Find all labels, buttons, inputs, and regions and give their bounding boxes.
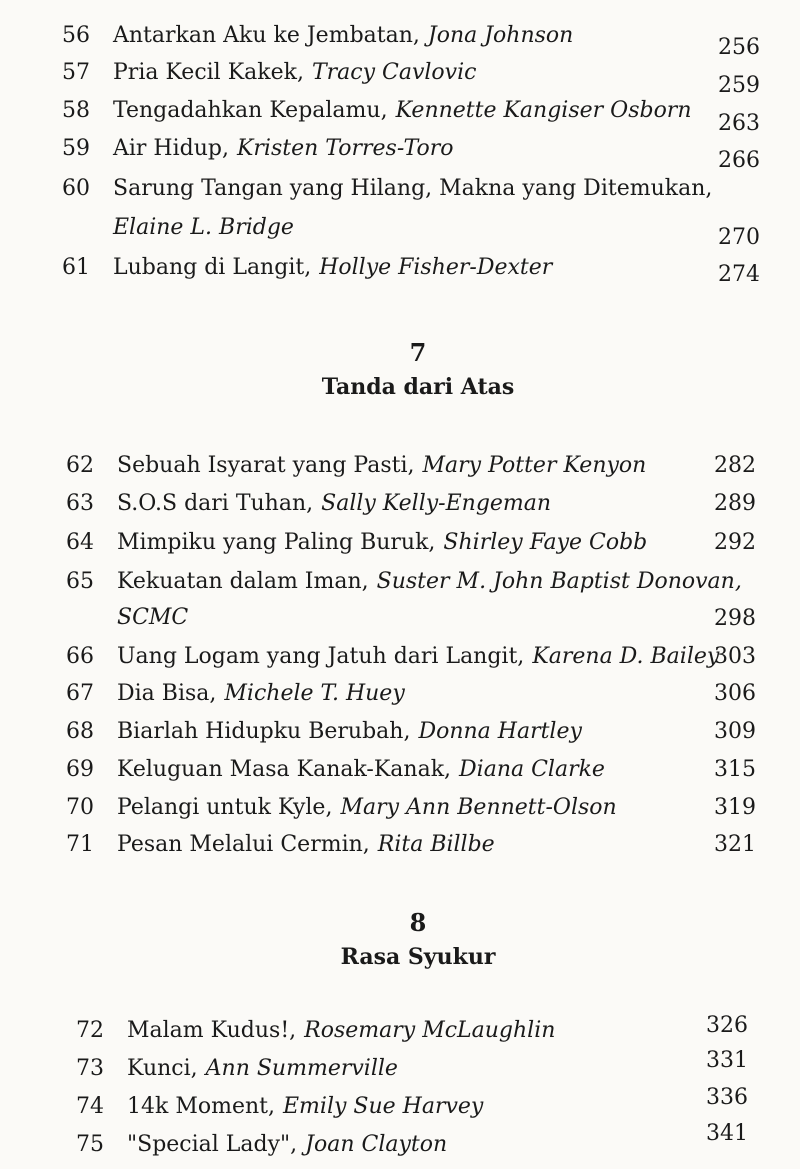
entry-author: Tracy Cavlovic [311,60,477,85]
entry-number: 57 [62,60,90,85]
entry-number: 74 [76,1094,104,1119]
entry-title [127,1017,555,1045]
entry-title [117,452,646,480]
entry-number: 68 [66,719,94,744]
entry-number: 67 [66,681,94,706]
entry-title [117,794,617,822]
entry-title [117,568,742,596]
entry-author: Jona Johnson [427,23,574,48]
entry-number: 75 [76,1132,104,1157]
entry-author: Kristen Torres-Toro [236,136,454,161]
entry-number: 60 [62,176,90,201]
entry-page: 326 [706,1013,748,1038]
entry-page: 315 [714,757,756,782]
entry-title-text: Sebuah Isyarat yang Pasti, [117,453,415,478]
entry-page: 292 [714,530,756,555]
section-number: 8 [409,908,427,937]
entry-author: Rita Billbe [377,832,495,857]
entry-title-text: S.O.S dari Tuhan, [117,491,314,516]
entry-author: Emily Sue Harvey [282,1094,484,1119]
entry-title [113,135,453,163]
entry-title [117,680,405,708]
entry-page: 263 [718,111,760,136]
entry-title [113,22,573,50]
entry-author: Kennette Kangiser Osborn [395,98,692,123]
entry-author: Diana Clarke [459,757,605,782]
entry-title-text: Pelangi untuk Kyle, [117,795,333,820]
entry-title [117,756,605,784]
entry-title-text: Biarlah Hidupku Berubah, [117,719,411,744]
entry-title-text: Malam Kudus!, [127,1018,297,1043]
entry-title [127,1131,447,1159]
entry-author: Karena D. Bailey [532,644,720,669]
entry-number: 63 [66,491,94,516]
entry-author: Shirley Faye Cobb [443,530,648,555]
entry-number: 72 [76,1018,104,1043]
entry-number: 73 [76,1056,104,1081]
entry-title-text: Kunci, [127,1056,198,1081]
entry-page: 259 [718,73,760,98]
entry-title-text: Kekuatan dalam Iman, [117,569,369,594]
entry-author: Suster M. John Baptist Donovan, [376,569,742,594]
entry-page: 282 [714,453,756,478]
entry-title [117,831,495,859]
entry-number: 71 [66,832,94,857]
entry-title-text: Antarkan Aku ke Jembatan, [113,23,420,48]
entry-title [127,1055,398,1083]
section-number: 7 [409,338,427,367]
entry-author: Sally Kelly-Engeman [321,491,552,516]
entry-page: 341 [706,1121,748,1146]
entry-number: 65 [66,569,94,594]
entry-title-text: Dia Bisa, [117,681,217,706]
entry-page: 331 [706,1048,748,1073]
entry-title [113,254,552,282]
entry-number: 58 [62,98,90,123]
entry-page: 309 [714,719,756,744]
entry-title-text: Mimpiku yang Paling Buruk, [117,530,436,555]
entry-page: 306 [714,681,756,706]
entry-title: Sarung Tangan yang Hilang, Makna yang Ditemukan, [113,176,713,201]
entry-title [113,97,692,125]
entry-number: 69 [66,757,94,782]
entry-number: 56 [62,23,90,48]
entry-author: Joan Clayton [305,1132,448,1157]
entry-number: 59 [62,136,90,161]
entry-title-text: Keluguan Masa Kanak-Kanak, [117,757,452,782]
entry-number: 70 [66,795,94,820]
entry-title [117,490,551,518]
entry-page: 321 [714,832,756,857]
entry-title-text: 14k Moment, [127,1094,275,1119]
entry-title-text: Pesan Melalui Cermin, [117,832,370,857]
entry-author: Mary Potter Kenyon [422,453,647,478]
section-title: Tanda dari Atas [321,374,515,400]
entry-page: 336 [706,1085,748,1110]
entry-page: 319 [714,795,756,820]
entry-title-text: Lubang di Langit, [113,255,312,280]
entry-page: 298 [714,606,756,631]
entry-title-text: Tengadahkan Kepalamu, [113,98,388,123]
entry-number: 66 [66,644,94,669]
entry-author-continued: SCMC [117,605,189,630]
entry-number: 62 [66,453,94,478]
entry-author: Rosemary McLaughlin [304,1018,556,1043]
entry-page: 274 [718,262,760,287]
entry-author: Donna Hartley [418,719,582,744]
entry-title [117,643,719,671]
entry-author: Elaine L. Bridge [113,215,294,240]
entry-number: 64 [66,530,94,555]
entry-title-text: Air Hidup, [113,136,229,161]
entry-page: 256 [718,35,760,60]
entry-page: 270 [718,225,760,250]
entry-page: 303 [714,644,756,669]
entry-title-text: "Special Lady", [127,1132,298,1157]
entry-number: 61 [62,255,90,280]
entry-title-text: Uang Logam yang Jatuh dari Langit, [117,644,525,669]
entry-title [117,718,582,746]
entry-title-text: Pria Kecil Kakek, [113,60,304,85]
entry-page: 289 [714,491,756,516]
section-title: Rasa Syukur [340,944,496,970]
entry-title [113,59,476,87]
entry-author: Mary Ann Bennett-Olson [340,795,617,820]
entry-author: Michele T. Huey [224,681,405,706]
entry-page: 266 [718,148,760,173]
entry-title [117,529,647,557]
entry-author: Ann Summerville [205,1056,398,1081]
entry-author: Hollye Fisher-Dexter [319,255,553,280]
entry-title [127,1093,483,1121]
